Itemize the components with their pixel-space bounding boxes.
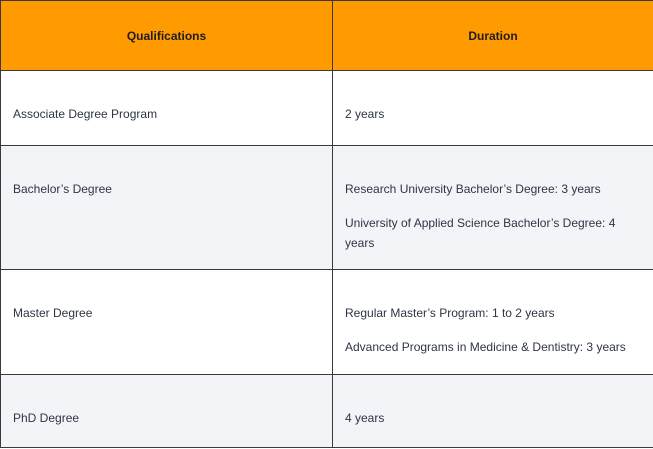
duration-cell bbox=[333, 270, 653, 375]
duration-text: 4 years bbox=[345, 411, 385, 425]
duration-cell bbox=[333, 71, 653, 146]
header-qualifications: Qualifications bbox=[1, 1, 333, 71]
duration-text: Advanced Programs in Medicine & Dentistry: 3 years bbox=[345, 340, 626, 354]
table-row bbox=[1, 270, 653, 375]
qualification-cell: PhD Degree bbox=[1, 375, 333, 448]
duration-text: Regular Master’s Program: 1 to 2 years bbox=[345, 306, 555, 320]
duration-text: 2 years bbox=[345, 107, 385, 121]
qualification-cell: Associate Degree Program bbox=[1, 71, 333, 146]
table-row bbox=[1, 71, 653, 146]
duration-text: Research University Bachelor’s Degree: 3 years bbox=[345, 182, 601, 196]
table-header-row bbox=[1, 1, 653, 71]
qualification-cell: Bachelor’s Degree bbox=[1, 146, 333, 270]
table-row bbox=[1, 146, 653, 270]
qualification-cell: Master Degree bbox=[1, 270, 333, 375]
duration-cell bbox=[333, 146, 653, 270]
duration-text: University of Applied Science Bachelor’s Degree: 4 years bbox=[345, 216, 616, 250]
table-row bbox=[1, 375, 653, 448]
header-duration: Duration bbox=[333, 1, 653, 71]
duration-cell bbox=[333, 375, 653, 448]
